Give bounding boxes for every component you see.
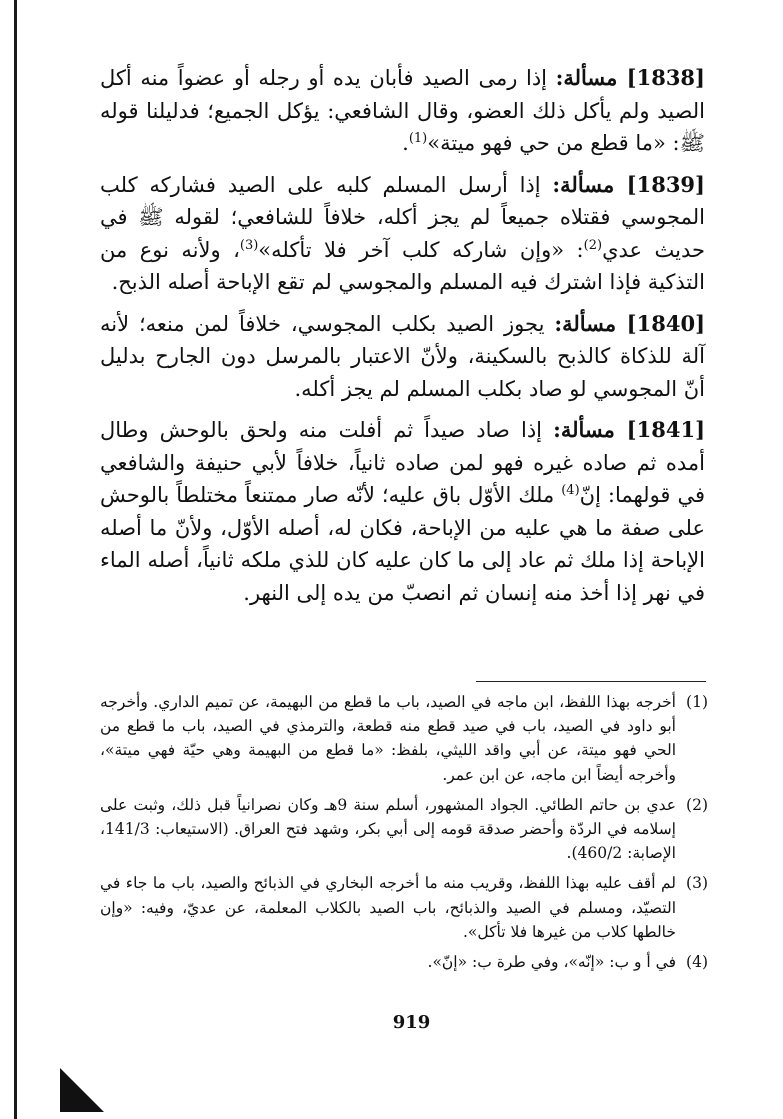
masala-heading: [1839] مسألة: <box>552 171 705 197</box>
page-number: 919 <box>392 1012 431 1033</box>
main-text <box>100 62 705 618</box>
footnote-number: (1) <box>686 693 708 711</box>
footnotes <box>100 690 708 980</box>
masala-body-end: . <box>402 131 409 155</box>
footnote-text: لم أقف عليه بهذا اللفظ، وقريب منه ما أخرجه البخاري في الذبائح والصيد، باب ما جاء في التصيّد، ومسلم في الصيد والذبائح، باب الصيد بالكلاب المعلمة، عن عديّ، وفيه: «وإن خالطها كلاب من غيرها فلا تأكل». <box>100 874 676 941</box>
footnote-1 <box>100 690 708 787</box>
footnote-ref: (4) <box>561 483 580 498</box>
footnote-2 <box>100 793 708 866</box>
footnote-ref: (3) <box>239 237 259 253</box>
footnote-text: عدي بن حاتم الطائي. الجواد المشهور، أسلم سنة 9هـ وكان نصرانياً قبل ذلك، وثبت على إسلامه في الردّة وأحضر صدقة قومه إلى أبي بكر، وشهد فتح العراق. (الاستيعاب: 141/3، الإصابة: 460/2). <box>100 795 676 863</box>
masala-1838 <box>100 62 705 160</box>
masala-heading: [1838] مسألة: <box>555 65 705 90</box>
footnote-text: في أ و ب: «إنّه»، وفي طرة ب: «إنّ». <box>427 953 676 972</box>
masala-body: ملك الأوّل باق عليه؛ لأنّه صار ممتنعاً مختلطاً بالوحش على صفة ما هي عليه من الإباحة، فكان له، أصله الأوّل، ولأنّ ما أصله الإباحة إذا ملك ثم عاد إلى ما كان عليه كان للذي ملكه ثانياً، أصله الماء في نهر إذا أخذ منه إنسان ثم انصبّ من يده إلى النهر. <box>100 483 705 605</box>
footnote-number: (2) <box>686 795 708 814</box>
footnote-number: (3) <box>686 874 708 893</box>
corner-triangle-mark <box>60 1068 104 1112</box>
masala-1840 <box>100 308 705 406</box>
masala-body: يجوز الصيد بكلب المجوسي، خلافاً لمن منعه؛ لأنه آلة للذكاة كالذبح بالسكينة، ولأنّ الاعتبار بالمرسل دون الجارح بدليل أنّ المجوسي لو صاد بكلب المسلم لم يجز أكله. <box>100 311 705 401</box>
footnote-4 <box>100 950 708 974</box>
page-edge-rule <box>14 0 17 1119</box>
footnote-ref: (2) <box>583 237 603 253</box>
footnote-3 <box>100 871 708 944</box>
masala-body: ، ولأنه نوع من التذكية فإذا اشترك فيه المسلم والمجوسي لم تقع الإباحة أصله الذبح. <box>100 237 705 294</box>
masala-body: إذا صاد صيداً ثم أفلت منه ولحق بالوحش وطال أمده ثم صاده غيره فهو لمن صاده ثانياً، خلافاً لأبي حنيفة والشافعي في قولهما: إنّ <box>100 418 705 507</box>
masala-body: إذا أرسل المسلم كلبه على الصيد فشاركه كلب المجوسي فقتلاه جميعاً لم يجز أكله، خلافاً للشافعي؛ لقوله ﷺ في حديث عدي <box>100 172 706 262</box>
masala-body: : «وإن شاركه كلب آخر فلا تأكله» <box>258 237 584 262</box>
footnote-text: أخرجه بهذا اللفظ، ابن ماجه في الصيد، باب ما قطع من البهيمة، عن تميم الداري. وأخرجه أبو داود في الصيد، باب في صيد قطع منه قطعة، والترمذي في الصيد، باب ما قطع من الحي فهو ميتة، عن أبي واقد الليثي، بلفظ: «ما قطع من البهيمة وهي حيّة فهي ميتة»، وأخرجه أيضاً ابن ماجه، عن ابن عمر. <box>100 693 676 784</box>
masala-body: إذا رمى الصيد فأبان يده أو رجله أو عضواً منه أكل الصيد ولم يأكل ذلك العضو، وقال الشافعي: يؤكل الجميع؛ فدليلنا قوله ﷺ: «ما قطع من حي فهو ميتة» <box>100 66 705 155</box>
masala-1841 <box>100 414 705 609</box>
masala-1839 <box>100 169 705 299</box>
footnote-number: (4) <box>686 953 708 972</box>
footnote-ref: (1) <box>408 131 428 146</box>
footnote-separator <box>476 681 706 682</box>
masala-heading: [1840] مسألة: <box>554 310 705 336</box>
masala-heading: [1841] مسألة: <box>553 417 705 442</box>
